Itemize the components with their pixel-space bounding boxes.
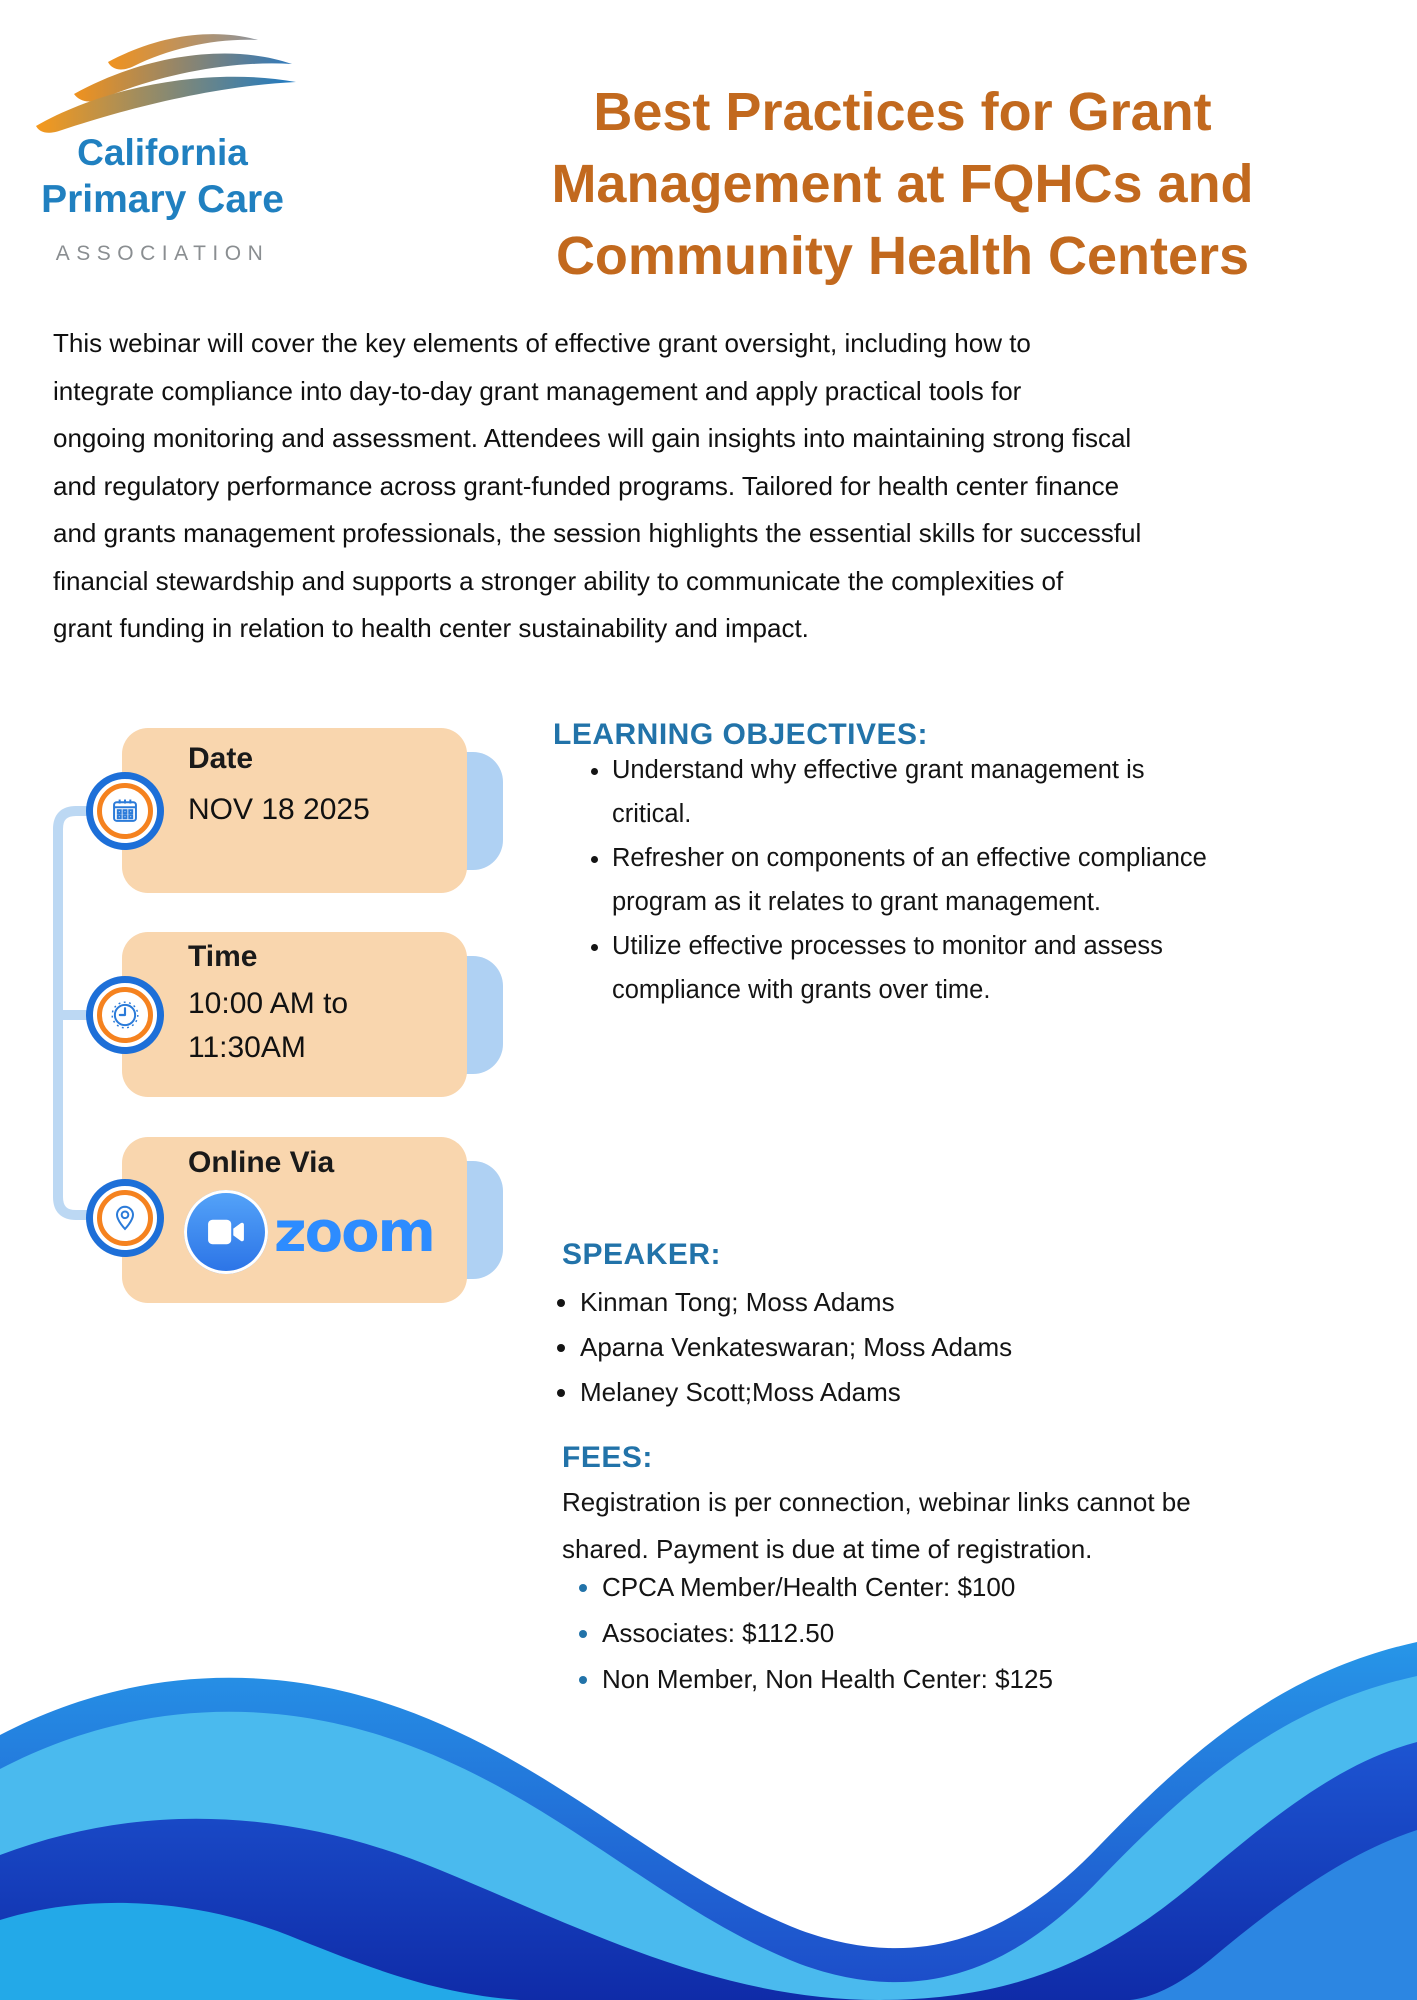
intro-line: financial stewardship and supports a stronger ability to communicate the complexities of <box>53 565 1064 596</box>
calendar-icon <box>97 783 153 839</box>
intro-line: and regulatory performance across grant-funded programs. Tailored for health center finance <box>53 470 1120 501</box>
intro-paragraph <box>53 320 1142 653</box>
intro-line: integrate compliance into day-to-day grant management and apply practical tools for <box>53 375 1022 406</box>
intro-line: grant funding in relation to health center sustainability and impact. <box>53 613 809 643</box>
objective-item: • Understand why effective grant management is critical. <box>612 748 1212 836</box>
date-icon-badge <box>86 772 164 850</box>
date-value: NOV 18 2025 <box>188 793 370 826</box>
time-value: 10:00 AM to 11:30AM <box>188 987 349 1064</box>
learning-objectives-list <box>575 748 1212 1012</box>
learning-objectives-heading: LEARNING OBJECTIVES: <box>553 718 929 751</box>
speaker-item: • Kinman Tong; Moss Adams <box>580 1280 1140 1325</box>
objective-item: • Refresher on components of an effective compliance program as it relates to grant management. <box>612 836 1212 924</box>
logo-text-association: ASSOCIATION <box>55 242 270 265</box>
time-icon-badge <box>86 976 164 1054</box>
intro-line: and grants management professionals, the session highlights the essential skills for successful <box>53 518 1142 548</box>
cpca-swoosh-logo-icon <box>30 30 300 135</box>
fees-list <box>576 1564 1202 1702</box>
objective-item: • Utilize effective processes to monitor and assess compliance with grants over time. <box>612 924 1212 1012</box>
logo-text-primary-care: Primary Care <box>41 178 284 221</box>
fee-item: • CPCA Member/Health Center: $100 <box>602 1564 1202 1610</box>
location-pin-icon <box>97 1190 153 1246</box>
clock-icon <box>97 987 153 1043</box>
date-label: Date <box>188 742 254 775</box>
title-line: Best Practices for Grant <box>593 82 1212 142</box>
fees-description-line: Registration is per connection, webinar links cannot be <box>562 1487 1191 1517</box>
online-icon-badge <box>86 1179 164 1257</box>
logo-text-california: California <box>77 132 248 173</box>
title-line: Management at FQHCs and <box>551 154 1254 214</box>
fees-heading: FEES: <box>562 1441 653 1474</box>
intro-line: This webinar will cover the key elements of effective grant oversight, including how to <box>53 328 1031 358</box>
speaker-list <box>558 1280 1140 1415</box>
time-label: Time <box>188 940 258 973</box>
zoom-camera-icon <box>184 1190 268 1274</box>
intro-line: ongoing monitoring and assessment. Attendees will gain insights into maintaining strong fiscal <box>53 423 1132 453</box>
speaker-item: • Melaney Scott;Moss Adams <box>580 1370 1140 1415</box>
speaker-heading: SPEAKER: <box>562 1238 722 1271</box>
fees-description <box>562 1479 1222 1573</box>
page-title <box>450 76 1355 292</box>
speaker-item: • Aparna Venkateswaran; Moss Adams <box>580 1325 1140 1370</box>
zoom-logo <box>184 1190 434 1274</box>
zoom-wordmark: zoom <box>274 1199 434 1265</box>
fee-item: • Associates: $112.50 <box>602 1610 1202 1656</box>
fees-description-line: shared. Payment is due at time of registration. <box>562 1534 1093 1564</box>
online-via-label: Online Via <box>188 1146 335 1179</box>
title-line: Community Health Centers <box>555 226 1250 286</box>
fee-item: • Non Member, Non Health Center: $125 <box>602 1656 1202 1702</box>
